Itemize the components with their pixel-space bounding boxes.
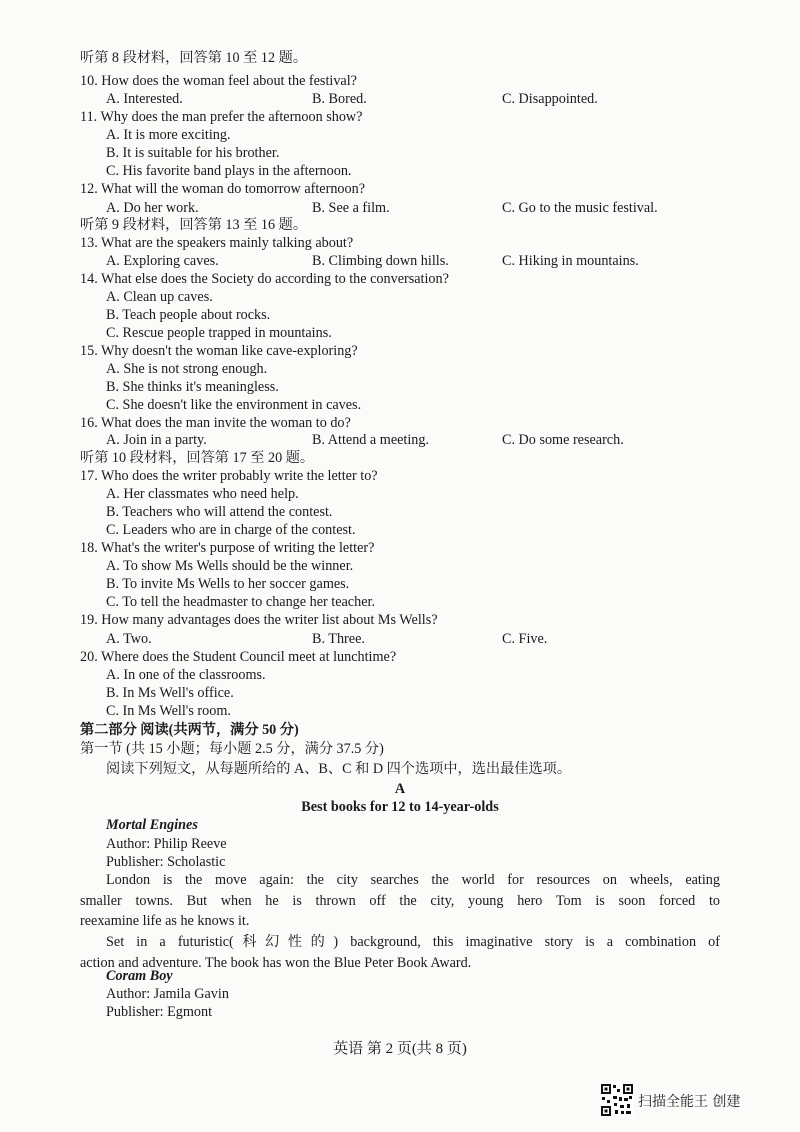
book1-paragraph-2	[80, 932, 720, 973]
book1-paragraph-1	[80, 870, 720, 932]
book2-title: Coram Boy	[106, 968, 173, 984]
q19-stem: 19. How many advantages does the writer list about Ms Wells?	[80, 612, 438, 628]
q16-option-a: A. Join in a party.	[106, 432, 207, 448]
section-9-instruction: 听第 9 段材料，回答第 13 至 16 题。	[80, 217, 308, 233]
q19-option-a: A. Two.	[106, 631, 152, 647]
section-10-instruction: 听第 10 段材料，回答第 17 至 20 题。	[80, 450, 315, 466]
q20-option-c: C. In Ms Well's room.	[106, 703, 231, 719]
q14-stem: 14. What else does the Society do according to the conversation?	[80, 271, 449, 287]
q16-option-c: C. Do some research.	[502, 432, 624, 448]
q11-stem: 11. Why does the man prefer the afternoon show?	[80, 109, 363, 125]
q18-option-a: A. To show Ms Wells should be the winner.	[106, 558, 354, 574]
q14-option-a: A. Clean up caves.	[106, 289, 213, 305]
q18-stem: 18. What's the writer's purpose of writing the letter?	[80, 540, 375, 556]
q17-option-b: B. Teachers who will attend the contest.	[106, 504, 333, 520]
q10-option-b: B. Bored.	[312, 91, 367, 107]
q17-option-a: A. Her classmates who need help.	[106, 486, 299, 502]
section-one-title: 第一节 (共 15 小题；每小题 2.5 分，满分 37.5 分)	[80, 741, 384, 757]
passage-title: Best books for 12 to 14-year-olds	[301, 799, 499, 815]
q17-option-c: C. Leaders who are in charge of the contest.	[106, 522, 356, 538]
q10-option-a: A. Interested.	[106, 91, 183, 107]
q13-option-c: C. Hiking in mountains.	[502, 253, 639, 269]
book1-p2-line2: action and adventure. The book has won the Blue Peter Book Award.	[80, 954, 472, 971]
book1-p2-line1: Set in a futuristic(科幻性的) background, this imaginative story is a combination of	[106, 934, 720, 950]
q13-option-a: A. Exploring caves.	[106, 253, 219, 269]
q20-stem: 20. Where does the Student Council meet at lunchtime?	[80, 649, 397, 665]
book2-author: Author: Jamila Gavin	[106, 986, 229, 1002]
q11-option-b: B. It is suitable for his brother.	[106, 145, 280, 161]
q15-option-a: A. She is not strong enough.	[106, 361, 268, 377]
book2-publisher: Publisher: Egmont	[106, 1004, 213, 1020]
q16-option-b: B. Attend a meeting.	[312, 432, 430, 448]
q12-option-c: C. Go to the music festival.	[502, 200, 658, 216]
book1-publisher: Publisher: Scholastic	[106, 854, 226, 870]
page-footer: 英语 第 2 页(共 8 页)	[333, 1041, 467, 1057]
q13-stem: 13. What are the speakers mainly talking about?	[80, 235, 354, 251]
book1-p1-line2: smaller towns. But when he is thrown off the city, young hero Tom is soon forced to	[80, 892, 720, 909]
book1-author: Author: Philip Reeve	[106, 836, 227, 852]
q11-option-a: A. It is more exciting.	[106, 127, 231, 143]
q14-option-b: B. Teach people about rocks.	[106, 307, 271, 323]
q15-option-c: C. She doesn't like the environment in caves.	[106, 397, 362, 413]
q10-stem: 10. How does the woman feel about the festival?	[80, 73, 357, 89]
q15-option-b: B. She thinks it's meaningless.	[106, 379, 279, 395]
q11-option-c: C. His favorite band plays in the afternoon.	[106, 163, 352, 179]
book1-title: Mortal Engines	[106, 817, 198, 833]
q10-option-c: C. Disappointed.	[502, 91, 598, 107]
q14-option-c: C. Rescue people trapped in mountains.	[106, 325, 332, 341]
section-8-instruction: 听第 8 段材料，回答第 10 至 12 题。	[80, 50, 308, 66]
q13-option-b: B. Climbing down hills.	[312, 253, 449, 269]
q12-stem: 12. What will the woman do tomorrow afternoon?	[80, 181, 365, 197]
q16-stem: 16. What does the man invite the woman to do?	[80, 415, 351, 431]
book1-p1-line3: reexamine life as he knows it.	[80, 913, 250, 929]
q18-option-b: B. To invite Ms Wells to her soccer games.	[106, 576, 350, 592]
q18-option-c: C. To tell the headmaster to change her teacher.	[106, 594, 375, 610]
q19-option-c: C. Five.	[502, 631, 548, 647]
book1-p1-line1: London is the move again: the city searches the world for resources on wheels, eating	[106, 872, 720, 888]
q15-stem: 15. Why doesn't the woman like cave-exploring?	[80, 343, 358, 359]
q12-option-b: B. See a film.	[312, 200, 390, 216]
qr-code-icon	[600, 1083, 634, 1117]
q20-option-a: A. In one of the classrooms.	[106, 667, 266, 683]
q20-option-b: B. In Ms Well's office.	[106, 685, 234, 701]
part-two-title: 第二部分 阅读(共两节，满分 50 分)	[80, 722, 299, 738]
reading-instruction: 阅读下列短文，从每题所给的 A、B、C 和 D 四个选项中，选出最佳选项。	[106, 761, 572, 777]
passage-letter: A	[394, 781, 406, 797]
q12-option-a: A. Do her work.	[106, 200, 199, 216]
q17-stem: 17. Who does the writer probably write the letter to?	[80, 468, 378, 484]
scanner-brand-watermark: 扫描全能王 创建	[638, 1094, 741, 1110]
q19-option-b: B. Three.	[312, 631, 365, 647]
